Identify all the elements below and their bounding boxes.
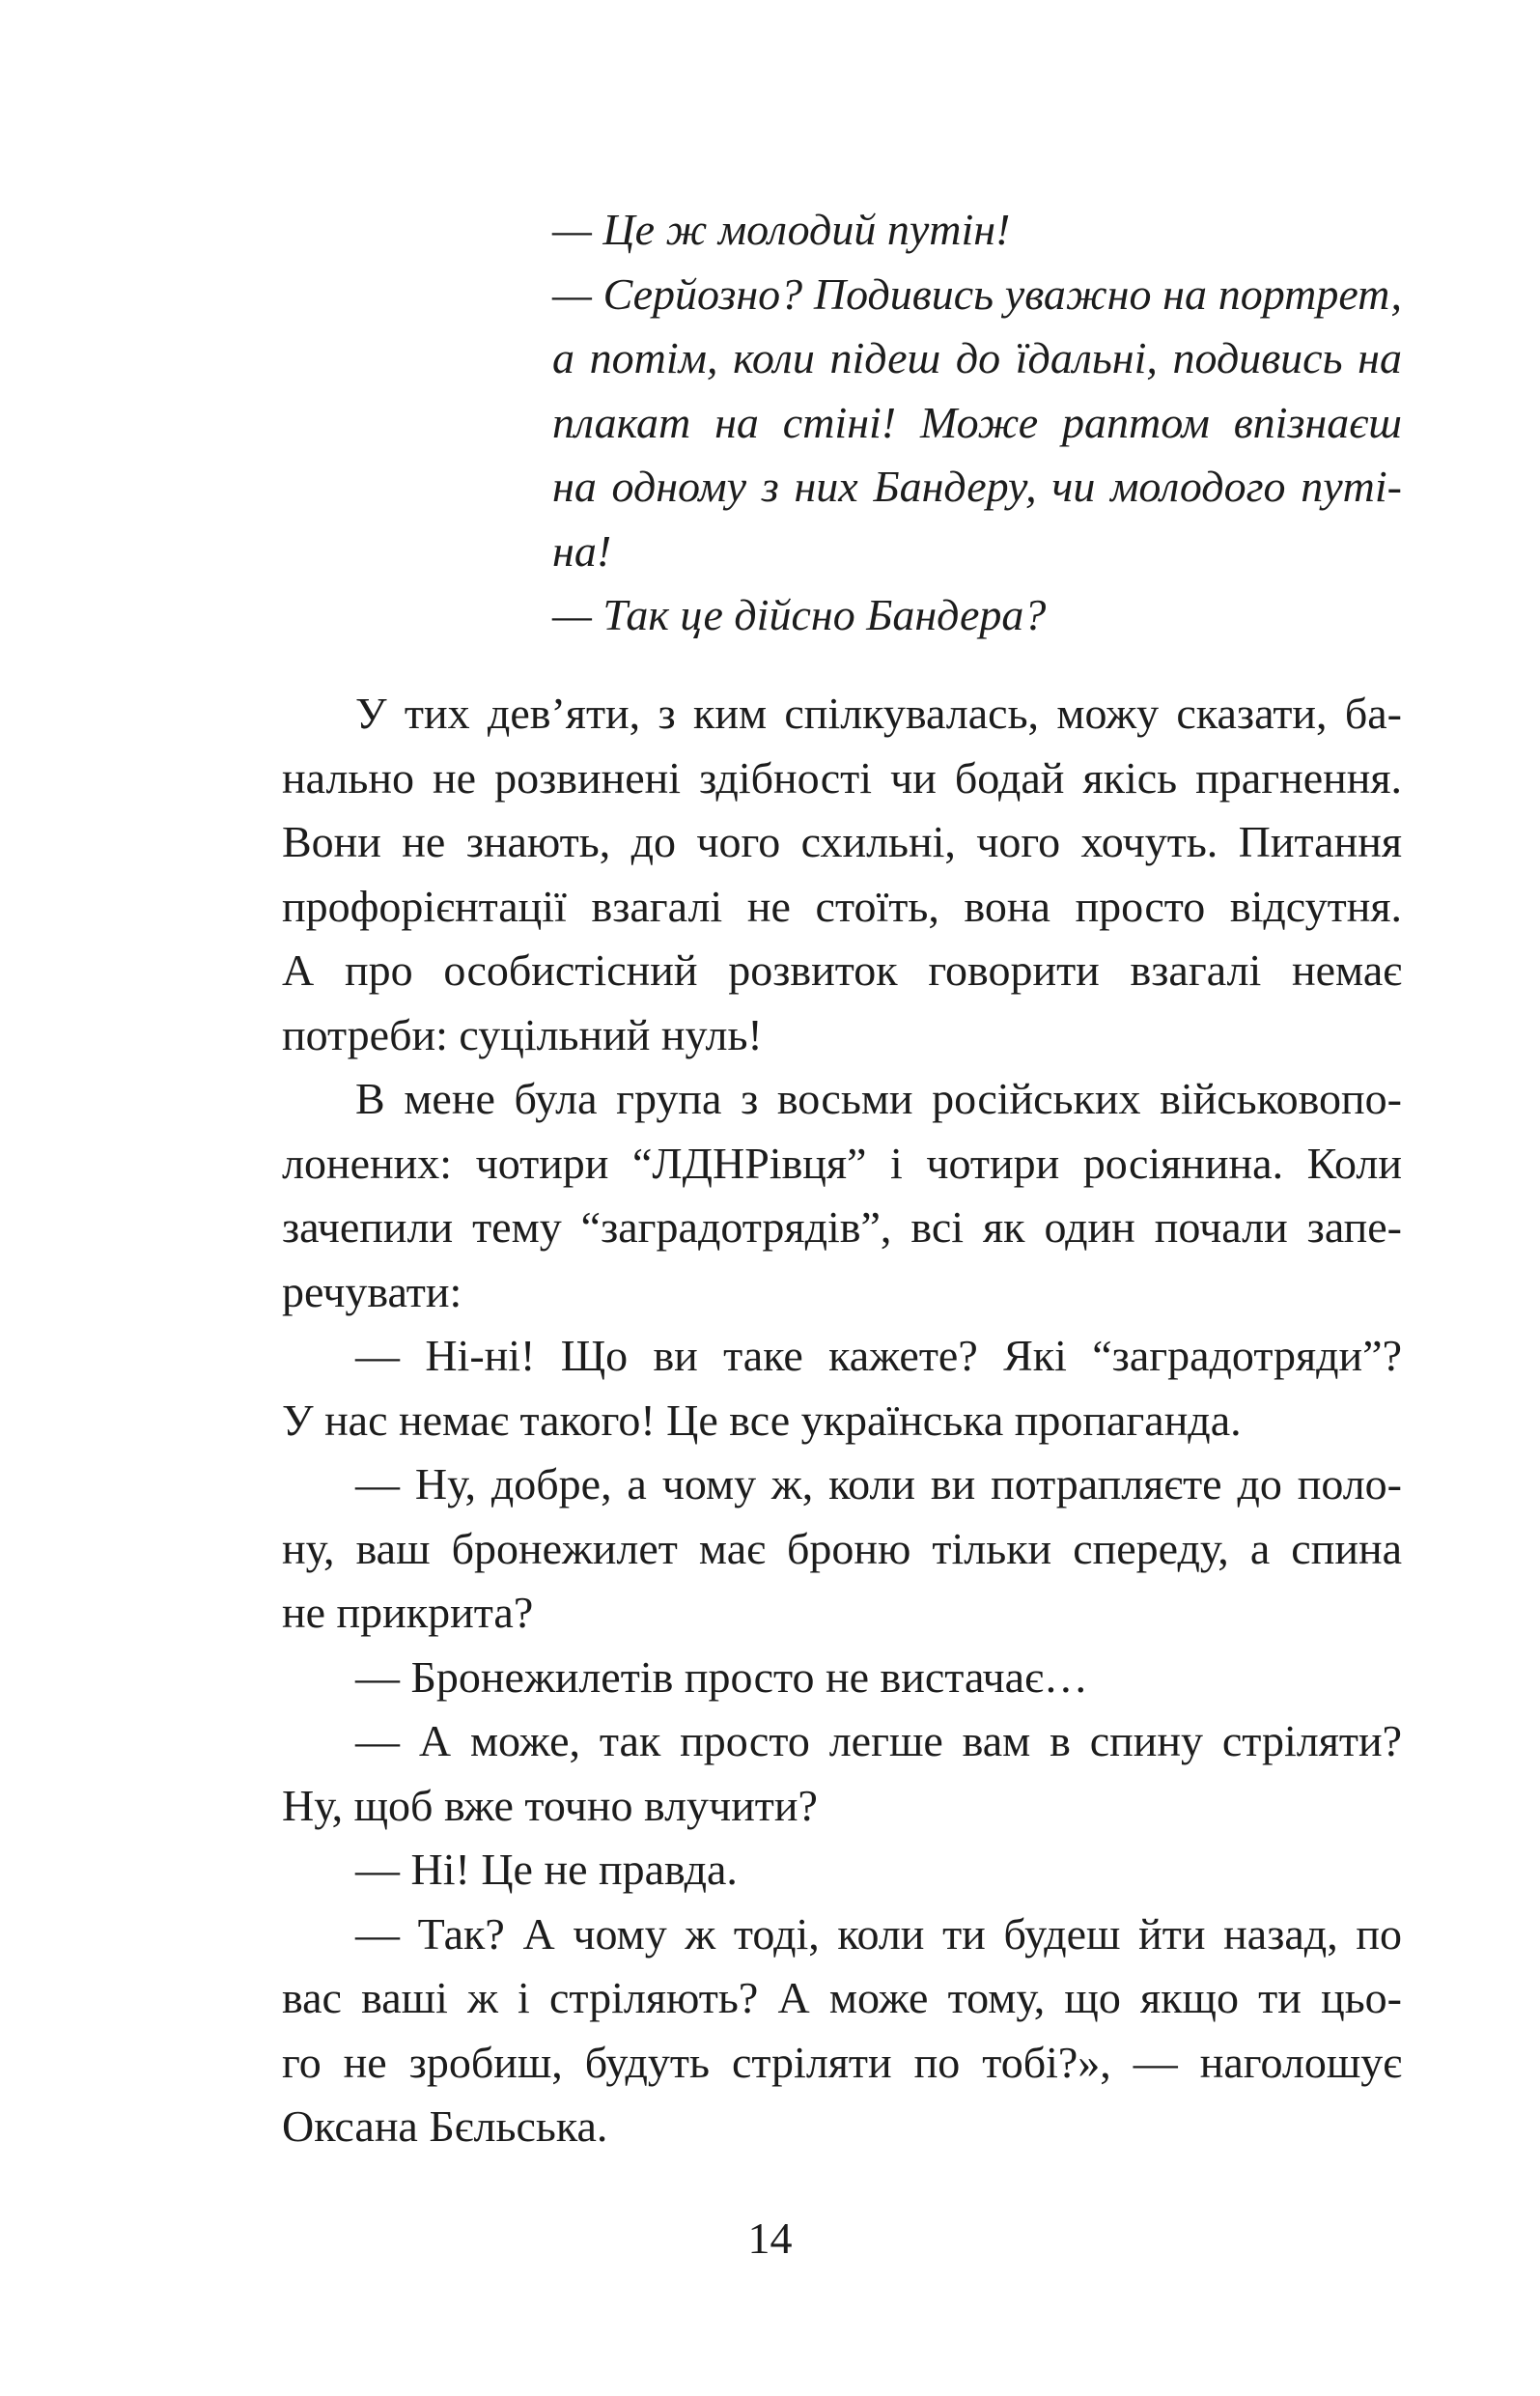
paragraph-line: — Ну, добре, а чому ж, коли ви потрапляєте до поло- (355, 1459, 1402, 1508)
paragraph-line: Ну, щоб вже точно влучити? (282, 1780, 818, 1830)
paragraph-line: речувати: (282, 1266, 462, 1316)
main-text (282, 682, 1402, 2159)
epigraph-line: а потім, коли підеш до їдальні, подивись на (552, 333, 1402, 382)
epigraph-line: плакат на стіні! Може раптом впізнаєш (552, 397, 1402, 447)
epigraph-line: на одному з них Бандеру, чи молодого путі- (552, 462, 1402, 511)
paragraph-line: потреби: суцільний нуль! (282, 1009, 763, 1059)
paragraph-line: — А може, так просто легше вам в спину стріляти? (355, 1716, 1402, 1765)
paragraph-line: А про особистісний розвиток говорити взагалі немає (282, 945, 1402, 995)
paragraph-line: не прикрита? (282, 1588, 534, 1637)
paragraph-line: зачепили тему “заградотрядів”, всі як один почали запе- (282, 1202, 1402, 1252)
epigraph-dialogue (552, 198, 1402, 648)
page-number: 14 (747, 2213, 793, 2263)
paragraph-line: лонених: чотири “ЛДНРівця” і чотири росіянина. Коли (282, 1138, 1402, 1188)
paragraph-line: — Ні-ні! Що ви таке кажете? Які “заградотряди”? (355, 1331, 1402, 1380)
paragraph-line: — Ні! Це не правда. (355, 1845, 738, 1894)
paragraph-line: У нас немає такого! Це все українська пропаганда. (282, 1395, 1242, 1445)
epigraph-line: — Так це дійсно Бандера? (552, 590, 1047, 639)
paragraph-line: нально не розвинені здібності чи бодай якісь прагнення. (282, 752, 1402, 803)
paragraph-line: вас ваші ж і стріляють? А може тому, що якщо ти цьо- (282, 1973, 1402, 2022)
paragraph-line: профорієнтації взагалі не стоїть, вона просто відсутня. (282, 881, 1402, 931)
paragraph-line: го не зробиш, будуть стріляти по тобі?», — наголошує (282, 2037, 1402, 2087)
epigraph-line: — Серйозно? Подивись уважно на портрет, (552, 268, 1402, 319)
paragraph-line: У тих дев’яти, з ким спілкувалась, можу сказати, ба- (355, 689, 1402, 738)
epigraph-line: — Це ж молодий путін! (552, 205, 1011, 254)
paragraph-line: — Бронежилетів просто не вистачає… (355, 1651, 1088, 1702)
paragraph-line: В мене була група з восьми російських військовопо- (355, 1074, 1402, 1123)
paragraph-line: ну, ваш бронежилет має броню тільки спереду, а спина (282, 1523, 1402, 1573)
paragraph-line: — Так? А чому ж тоді, коли ти будеш йти назад, по (355, 1908, 1402, 1959)
epigraph-line: на! (552, 525, 612, 576)
paragraph-line: Вони не знають, до чого схильні, чого хочуть. Питання (282, 817, 1402, 866)
paragraph-line: Оксана Бєльська. (282, 2101, 608, 2151)
